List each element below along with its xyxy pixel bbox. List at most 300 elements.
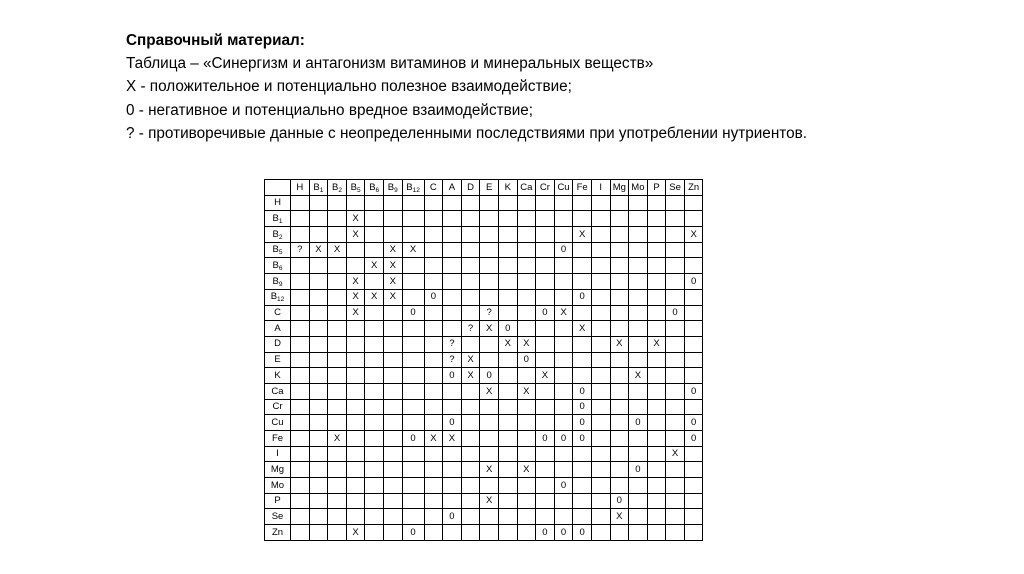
interaction-cell	[346, 493, 365, 509]
interaction-cell	[629, 227, 648, 243]
interaction-cell	[629, 242, 648, 258]
matrix-header-row	[265, 180, 703, 196]
interaction-cell	[684, 493, 703, 509]
interaction-cell	[346, 399, 365, 415]
matrix-row	[265, 509, 703, 525]
interaction-cell	[666, 462, 685, 478]
interaction-cell: 0	[517, 352, 536, 368]
interaction-cell	[684, 289, 703, 305]
interaction-cell	[461, 336, 480, 352]
interaction-cell: Х	[383, 289, 402, 305]
nutrient-symbol: B	[387, 181, 395, 193]
nutrient-symbol: B	[369, 181, 376, 193]
reference-title: Справочный материал:	[126, 32, 305, 49]
interaction-cell	[498, 462, 517, 478]
interaction-cell	[573, 493, 592, 509]
interaction-cell	[402, 336, 424, 352]
reference-text	[126, 29, 836, 145]
interaction-cell	[666, 368, 685, 384]
interaction-cell	[647, 352, 666, 368]
row-header-cell	[265, 289, 291, 305]
interaction-cell	[402, 195, 424, 211]
legend-negative: 0 - негативное и потенциально вредное взаимодействие;	[126, 101, 534, 119]
interaction-cell	[610, 352, 629, 368]
column-header-cell	[554, 180, 573, 196]
interaction-cell	[309, 258, 328, 274]
matrix-row	[265, 368, 703, 384]
interaction-cell	[647, 525, 666, 541]
interaction-cell	[554, 352, 573, 368]
interaction-cell	[554, 493, 573, 509]
interaction-cell: 0	[573, 399, 592, 415]
nutrient-symbol: Mo	[631, 181, 645, 193]
interaction-cell: Х	[365, 258, 384, 274]
interaction-cell	[629, 258, 648, 274]
interaction-cell	[424, 195, 443, 211]
interaction-cell	[573, 478, 592, 494]
interaction-cell	[402, 462, 424, 478]
interaction-cell: Х	[536, 368, 555, 384]
nutrient-symbol: Cr	[272, 401, 283, 413]
interaction-cell	[666, 493, 685, 509]
interaction-cell	[629, 289, 648, 305]
interaction-cell	[328, 352, 347, 368]
interaction-cell	[480, 399, 499, 415]
interaction-cell	[666, 258, 685, 274]
interaction-cell	[536, 289, 555, 305]
matrix-row	[265, 352, 703, 368]
interaction-cell	[629, 399, 648, 415]
interaction-cell	[647, 321, 666, 337]
interaction-cell	[383, 211, 402, 227]
nutrient-symbol: Zn	[271, 526, 284, 538]
interaction-cell: 0	[424, 289, 443, 305]
interaction-cell	[461, 462, 480, 478]
interaction-cell	[402, 227, 424, 243]
interaction-cell	[291, 525, 310, 541]
nutrient-symbol: Mg	[270, 463, 285, 475]
interaction-cell	[647, 242, 666, 258]
interaction-cell: 0	[443, 368, 462, 384]
interaction-cell	[461, 493, 480, 509]
row-header-cell	[265, 242, 291, 258]
nutrient-symbol: P	[653, 181, 660, 193]
interaction-cell	[498, 305, 517, 321]
interaction-cell: 0	[684, 431, 703, 447]
interaction-cell	[461, 227, 480, 243]
interaction-cell	[480, 431, 499, 447]
column-header-cell	[666, 180, 685, 196]
interaction-cell: 0	[684, 274, 703, 290]
interaction-cell	[573, 352, 592, 368]
nutrient-symbol: E	[485, 181, 493, 193]
interaction-cell	[461, 415, 480, 431]
interaction-cell	[573, 274, 592, 290]
interaction-cell: 0	[536, 525, 555, 541]
interaction-cell	[591, 446, 610, 462]
interaction-cell	[684, 242, 703, 258]
interaction-cell	[573, 242, 592, 258]
interaction-cell: Х	[498, 336, 517, 352]
nutrient-symbol: Cu	[557, 181, 570, 193]
interaction-cell: 0	[629, 415, 648, 431]
interaction-cell	[554, 336, 573, 352]
nutrient-symbol: B	[350, 181, 357, 193]
interaction-cell	[383, 446, 402, 462]
row-header-cell	[265, 195, 291, 211]
interaction-cell	[443, 305, 462, 321]
interaction-cell	[647, 431, 666, 447]
interaction-cell	[591, 258, 610, 274]
nutrient-subscript: 6	[278, 265, 283, 273]
interaction-cell	[291, 399, 310, 415]
interaction-cell	[309, 195, 328, 211]
row-header-cell	[265, 525, 291, 541]
nutrient-subscript: 5	[278, 249, 283, 257]
interaction-cell	[517, 509, 536, 525]
interaction-cell	[629, 478, 648, 494]
interaction-cell	[383, 227, 402, 243]
interaction-cell	[591, 415, 610, 431]
interaction-cell	[402, 399, 424, 415]
interaction-cell	[610, 431, 629, 447]
interaction-cell	[629, 525, 648, 541]
interaction-cell: Х	[684, 227, 703, 243]
interaction-cell	[291, 352, 310, 368]
table-caption: Таблица – «Синергизм и антагонизм витаминов и минеральных веществ»	[126, 55, 654, 73]
interaction-cell	[383, 383, 402, 399]
interaction-cell	[365, 211, 384, 227]
row-header-cell	[265, 399, 291, 415]
interaction-cell	[573, 509, 592, 525]
interaction-cell	[684, 195, 703, 211]
interaction-cell	[480, 352, 499, 368]
nutrient-symbol: E	[274, 354, 281, 366]
interaction-cell	[383, 478, 402, 494]
interaction-cell	[684, 478, 703, 494]
column-header-cell	[573, 180, 592, 196]
interaction-cell	[365, 446, 384, 462]
row-header-cell	[265, 321, 291, 337]
interaction-cell: 0	[610, 493, 629, 509]
interaction-cell	[443, 289, 462, 305]
interaction-cell: 0	[536, 431, 555, 447]
interaction-cell	[517, 258, 536, 274]
matrix-row	[265, 274, 703, 290]
interaction-cell	[309, 493, 328, 509]
interaction-cell	[328, 462, 347, 478]
nutrient-subscript: 9	[278, 280, 283, 288]
interaction-cell	[591, 242, 610, 258]
interaction-cell	[480, 195, 499, 211]
interaction-cell	[291, 415, 310, 431]
interaction-cell	[365, 274, 384, 290]
interaction-cell	[684, 258, 703, 274]
interaction-cell	[610, 227, 629, 243]
interaction-cell	[443, 242, 462, 258]
interaction-cell	[647, 493, 666, 509]
interaction-cell	[461, 399, 480, 415]
interaction-cell: Х	[383, 242, 402, 258]
interaction-cell	[365, 336, 384, 352]
row-header-cell	[265, 509, 291, 525]
interaction-cell	[309, 227, 328, 243]
interaction-cell	[424, 525, 443, 541]
interaction-cell	[424, 242, 443, 258]
interaction-cell: 0	[536, 305, 555, 321]
interaction-cell	[647, 258, 666, 274]
interaction-cell	[666, 195, 685, 211]
row-header-cell	[265, 462, 291, 478]
interaction-cell	[666, 274, 685, 290]
row-header-cell	[265, 446, 291, 462]
interaction-cell	[346, 258, 365, 274]
nutrient-subscript: 5	[356, 186, 361, 194]
interaction-cell: Х	[480, 493, 499, 509]
interaction-cell: Х	[610, 336, 629, 352]
matrix-row	[265, 321, 703, 337]
interaction-cell	[402, 258, 424, 274]
nutrient-symbol: B	[406, 181, 413, 193]
interaction-cell	[291, 431, 310, 447]
row-header-cell	[265, 274, 291, 290]
interaction-cell	[346, 321, 365, 337]
interaction-cell	[610, 399, 629, 415]
interaction-cell	[480, 227, 499, 243]
interaction-cell	[517, 415, 536, 431]
interaction-cell	[424, 446, 443, 462]
interaction-cell	[629, 383, 648, 399]
column-header-cell	[498, 180, 517, 196]
interaction-cell	[365, 462, 384, 478]
interaction-cell: Х	[461, 368, 480, 384]
interaction-cell	[666, 211, 685, 227]
interaction-cell	[291, 211, 310, 227]
interaction-cell: 0	[443, 509, 462, 525]
interaction-cell: 0	[684, 415, 703, 431]
legend-positive: Х - положительное и потенциально полезное взаимодействие;	[126, 78, 572, 96]
interaction-cell	[480, 415, 499, 431]
interaction-cell	[684, 211, 703, 227]
interaction-cell	[498, 258, 517, 274]
interaction-cell	[498, 493, 517, 509]
interaction-cell	[424, 336, 443, 352]
interaction-cell: Х	[517, 336, 536, 352]
interaction-cell	[517, 242, 536, 258]
matrix-row	[265, 415, 703, 431]
row-header-cell	[265, 368, 291, 384]
interaction-cell	[291, 289, 310, 305]
interaction-cell	[591, 509, 610, 525]
interaction-cell	[647, 274, 666, 290]
interaction-cell	[346, 446, 365, 462]
interaction-cell	[383, 462, 402, 478]
interaction-cell	[328, 321, 347, 337]
interaction-cell	[346, 242, 365, 258]
interaction-cell	[328, 525, 347, 541]
nutrient-symbol: Cu	[271, 416, 284, 428]
interaction-cell: Х	[480, 462, 499, 478]
interaction-cell	[480, 525, 499, 541]
matrix-row	[265, 195, 703, 211]
interaction-cell	[328, 195, 347, 211]
interaction-matrix	[264, 179, 703, 541]
interaction-cell	[346, 478, 365, 494]
matrix-row	[265, 383, 703, 399]
interaction-cell	[684, 399, 703, 415]
interaction-cell	[684, 352, 703, 368]
interaction-cell	[498, 242, 517, 258]
matrix-row	[265, 227, 703, 243]
interaction-cell	[573, 211, 592, 227]
column-header-cell	[402, 180, 424, 196]
interaction-cell	[328, 274, 347, 290]
interaction-cell	[684, 321, 703, 337]
interaction-cell	[328, 258, 347, 274]
interaction-cell: Х	[365, 289, 384, 305]
interaction-cell	[402, 446, 424, 462]
interaction-cell	[517, 289, 536, 305]
interaction-cell	[365, 242, 384, 258]
matrix-row	[265, 336, 703, 352]
interaction-cell	[480, 336, 499, 352]
interaction-cell	[328, 211, 347, 227]
interaction-cell	[498, 195, 517, 211]
interaction-cell	[309, 336, 328, 352]
row-header-cell	[265, 305, 291, 321]
interaction-table-container	[264, 179, 703, 541]
interaction-cell: Х	[346, 211, 365, 227]
interaction-cell	[591, 195, 610, 211]
interaction-cell	[365, 321, 384, 337]
nutrient-symbol: I	[599, 181, 603, 193]
interaction-cell	[424, 368, 443, 384]
interaction-cell	[424, 227, 443, 243]
nutrient-symbol: K	[504, 181, 511, 193]
column-header-cell	[536, 180, 555, 196]
interaction-cell	[309, 525, 328, 541]
interaction-cell	[461, 305, 480, 321]
interaction-cell	[610, 446, 629, 462]
interaction-cell	[402, 383, 424, 399]
interaction-cell	[591, 368, 610, 384]
interaction-cell	[346, 368, 365, 384]
interaction-cell	[402, 211, 424, 227]
interaction-cell: Х	[346, 227, 365, 243]
interaction-cell	[402, 509, 424, 525]
interaction-cell	[591, 211, 610, 227]
interaction-cell	[424, 415, 443, 431]
interaction-cell	[424, 478, 443, 494]
interaction-cell	[517, 321, 536, 337]
interaction-cell	[536, 258, 555, 274]
interaction-cell	[647, 399, 666, 415]
interaction-cell	[424, 383, 443, 399]
interaction-cell	[443, 227, 462, 243]
interaction-cell	[443, 211, 462, 227]
interaction-cell: 0	[402, 431, 424, 447]
interaction-cell	[684, 368, 703, 384]
interaction-cell	[461, 446, 480, 462]
interaction-cell	[291, 274, 310, 290]
nutrient-symbol: D	[467, 181, 474, 193]
column-header-cell	[647, 180, 666, 196]
interaction-cell: Х	[346, 525, 365, 541]
interaction-cell	[536, 493, 555, 509]
interaction-cell	[461, 431, 480, 447]
nutrient-symbol: Mg	[612, 181, 626, 193]
interaction-cell	[480, 289, 499, 305]
interaction-cell	[666, 321, 685, 337]
interaction-cell	[309, 368, 328, 384]
interaction-cell	[365, 399, 384, 415]
interaction-cell	[443, 446, 462, 462]
interaction-cell	[610, 383, 629, 399]
interaction-cell	[517, 274, 536, 290]
interaction-cell	[424, 352, 443, 368]
matrix-row	[265, 242, 703, 258]
interaction-cell: ?	[461, 321, 480, 337]
interaction-cell	[383, 525, 402, 541]
matrix-row	[265, 462, 703, 478]
interaction-cell	[346, 415, 365, 431]
interaction-cell	[591, 431, 610, 447]
interaction-cell	[647, 509, 666, 525]
interaction-cell	[591, 289, 610, 305]
row-header-cell	[265, 258, 291, 274]
interaction-cell	[346, 383, 365, 399]
interaction-cell: 0	[402, 525, 424, 541]
interaction-cell	[554, 446, 573, 462]
interaction-cell	[629, 446, 648, 462]
interaction-cell	[610, 415, 629, 431]
row-header-cell	[265, 478, 291, 494]
interaction-cell	[610, 258, 629, 274]
interaction-cell	[346, 195, 365, 211]
interaction-cell	[573, 446, 592, 462]
interaction-cell: Х	[573, 321, 592, 337]
interaction-cell	[309, 383, 328, 399]
interaction-cell	[346, 431, 365, 447]
interaction-cell	[517, 525, 536, 541]
interaction-cell	[536, 242, 555, 258]
interaction-cell	[610, 242, 629, 258]
interaction-cell	[291, 509, 310, 525]
interaction-cell: Х	[346, 305, 365, 321]
interaction-cell	[498, 525, 517, 541]
row-header-cell	[265, 336, 291, 352]
interaction-cell: 0	[443, 415, 462, 431]
interaction-cell	[402, 289, 424, 305]
interaction-cell: Х	[517, 462, 536, 478]
interaction-cell	[517, 431, 536, 447]
matrix-row	[265, 431, 703, 447]
interaction-cell	[291, 383, 310, 399]
interaction-cell	[346, 336, 365, 352]
interaction-cell: 0	[666, 305, 685, 321]
interaction-cell: 0	[554, 525, 573, 541]
interaction-cell: Х	[402, 242, 424, 258]
interaction-cell	[666, 289, 685, 305]
nutrient-symbol: A	[274, 322, 281, 334]
interaction-cell	[328, 478, 347, 494]
interaction-cell	[291, 195, 310, 211]
interaction-cell	[517, 227, 536, 243]
interaction-cell	[328, 399, 347, 415]
interaction-cell	[443, 274, 462, 290]
interaction-cell	[498, 509, 517, 525]
interaction-cell	[517, 305, 536, 321]
